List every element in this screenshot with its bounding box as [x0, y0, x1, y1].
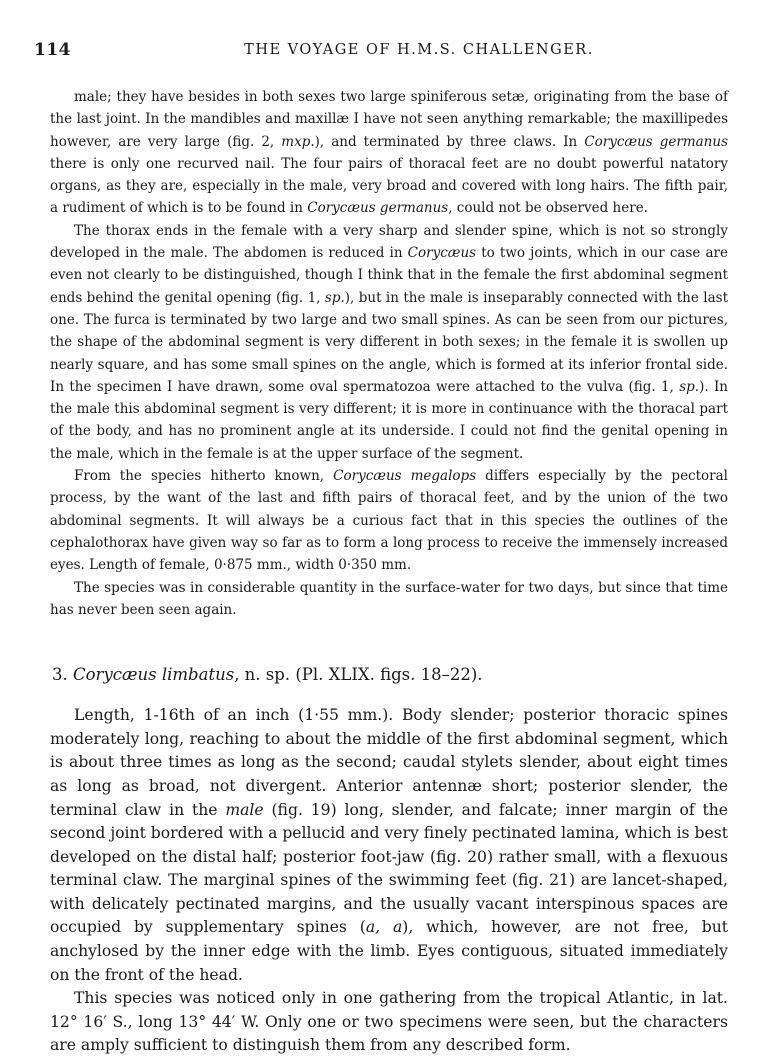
italic-term: mxp. [281, 133, 315, 150]
page-number: 114 [34, 40, 71, 60]
text-run: The species was in considerable quantity in the surface-water for two days, but since that time has never been seen again. [50, 579, 728, 618]
text-run: , could not be observed here. [448, 200, 648, 217]
paragraph [50, 465, 728, 576]
italic-term: male [225, 800, 264, 819]
text-run: differs especially by the pectoral process, by the want of the last and fifth pairs of thoracal feet, and by the union of the two abdominal segments. It will always be a curious fact that in this species the outlines of the cephalothorax have given way so far as to form a long process to receive the immensely increased eyes. Length of female, 0·875 mm., width 0·350 mm. [50, 468, 728, 574]
text-run: to two joints, which in our case are even not clearly to be distinguished, though I think that in the female the first abdominal segment ends behind the genital opening (fig. 1, [50, 245, 728, 306]
italic-term: Corycæus [407, 245, 477, 262]
text-run: From the species hitherto known, [74, 468, 334, 485]
text-run: This species was noticed only in one gathering from the tropical Atlantic, in lat. 12° 16′ S., long 13° 44′ W. Only one or two specimens were seen, but the characters are amply sufficient to distinguish them from any described form. [50, 989, 728, 1055]
text-run: ). In the male this abdominal segment is very different; it is more in continuance with the thoracal part of the body, and has no prominent angle at its underside. I could not find the genital opening in the male, which in the female is at the upper surface of the segment. [50, 378, 728, 462]
italic-term: sp. [679, 378, 700, 395]
body-text-small [50, 86, 728, 621]
paragraph [50, 577, 728, 622]
text-run: ), but in the male is inseparably connected with the last one. The furca is terminated by two large and two small spines. As can be seen from our pictures, the shape of the abdominal segment is very different in both sexes; in the female it is swollen up nearly square, and has some small spines on the angle, which is formed at its inferior frontal side. In the specimen I have drawn, some oval spermatozoa were attached to the vulva (fig. 1, [50, 289, 728, 395]
paragraph [50, 220, 728, 465]
text-run: The thorax ends in the female with a very sharp and slender spine, which is not so strongly developed in the male. The abdomen is reduced in [50, 222, 728, 262]
section-heading [50, 665, 728, 684]
paragraph [50, 86, 728, 220]
text-run: there is only one recurved nail. The four pairs of thoracal feet are no doubt powerful natatory organs, as they are, especially in the male, very broad and covered with long hairs. The fifth pair, a rudiment of which is to be found in [50, 155, 728, 217]
paragraph [50, 987, 728, 1058]
text-run: (fig. 19) long, slender, and falcate; inner margin of the second joint bordered with a pellucid and very finely pectinated lamina, which is best developed on the distal half; posterior foot-jaw (fig. 20) rather small, with a flexuous terminal claw. The marginal spines of the swimming feet (fig. 21) are lancet-shaped, with delicately pectinated margins, and the usually vacant interspinous spaces are occupied by supplementary spines ( [50, 800, 729, 937]
text-run: Length, 1-16th of an inch (1·55 mm.). Body slender; posterior thoracic spines moderately long, reaching to about the middle of the first abdominal segment, which is about three times as long as the second; caudal stylets slender, about eight times as long as broad, not divergent. Anterior antennæ short; posterior slender, the terminal claw in the [50, 706, 728, 819]
page-header [34, 40, 728, 66]
paragraph [50, 704, 728, 987]
text-run: male; they have besides in both sexes two large spiniferous setæ, originating from the base of the last joint. In the mandibles and maxillæ I have not seen anything remarkable; the maxillipedes however, are very large (fig. 2, [50, 89, 728, 150]
italic-term: a, a [365, 918, 403, 937]
page [34, 40, 729, 1058]
body-text-large [50, 704, 728, 1058]
italic-term: sp. [324, 289, 345, 306]
section-heading-rest: , n. sp. (Pl. XLIX. figs. 18–22). [234, 665, 483, 685]
species-name: Corycæus limbatus [73, 665, 235, 685]
text-run: ), which, however, are not free, but anchylosed by the inner edge with the limb. Eyes contiguous, situated immediately on the front of the head. [50, 918, 728, 984]
italic-term: Corycæus germanus [584, 133, 728, 150]
italic-term: Corycæus germanus [307, 200, 449, 217]
text-run: ), and terminated by three claws. In [314, 133, 585, 150]
italic-term: Corycæus megalops [333, 468, 477, 485]
section-number: 3. [52, 665, 68, 685]
running-head: THE VOYAGE OF H.M.S. CHALLENGER. [244, 42, 594, 58]
